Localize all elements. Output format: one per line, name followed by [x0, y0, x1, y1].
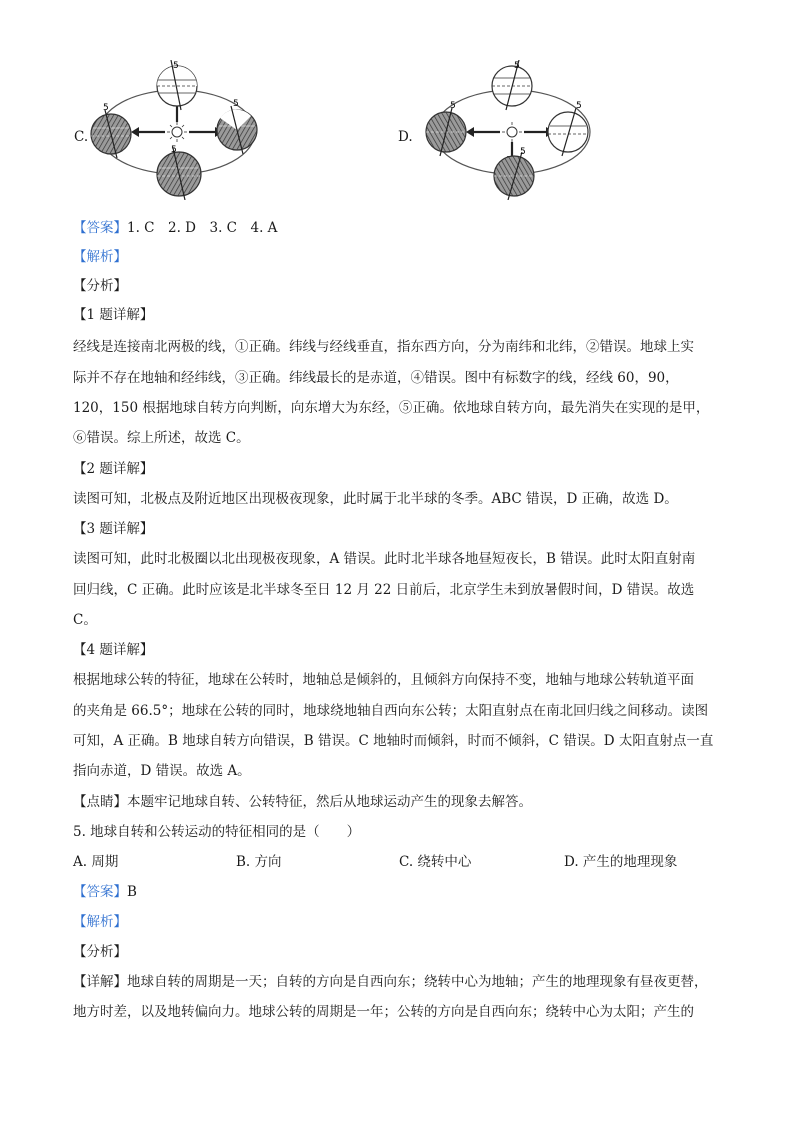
svg-text:5: 5 [576, 101, 582, 111]
q2-heading: 【2 题详解】 [73, 461, 154, 477]
q3-line: 回归线，C 正确。此时应该是北半球冬至日 12 月 22 日前后，北京学生未到放暑假时间，D 错误。故选 [73, 582, 695, 598]
q5-option-d: D. 产生的地理现象 [564, 854, 678, 870]
q5-option-a: A. 周期 [73, 854, 119, 870]
q4-line: 指向赤道，D 错误。故选 A。 [73, 763, 251, 779]
fenxi-tag: 【分析】 [73, 278, 127, 294]
orbit-diagram-c [85, 60, 265, 200]
svg-text:5: 5 [173, 61, 179, 71]
q1-heading: 【1 题详解】 [73, 307, 154, 323]
q5-detail-line: 【详解】地球自转的周期是一天；自转的方向是自西向东；绕转中心为地轴；产生的地理现象有昼夜更替， [73, 974, 708, 990]
globe-bottom [157, 148, 201, 200]
q1-line: 际并不存在地轴和经纬线，③正确。纬线最长的是赤道，④错误。图中有标数字的线，经线 60，90， [73, 370, 679, 386]
svg-text:5: 5 [450, 101, 456, 111]
svg-text:5: 5 [514, 61, 520, 71]
q5-fenxi-tag: 【分析】 [73, 944, 127, 960]
q5-analysis-tag: 【解析】 [73, 914, 127, 930]
q5-stem: 5. 地球自转和公转运动的特征相同的是（ ） [73, 824, 361, 840]
q4-heading: 【4 题详解】 [73, 642, 154, 658]
q5-answer-line [73, 882, 137, 902]
q1-line: 120，150 根据地球自转方向判断，向东增大为东经，⑤正确。依地球自转方向，最先消失在实现的是甲， [73, 400, 710, 416]
svg-text:5: 5 [103, 103, 109, 113]
svg-text:5: 5 [171, 145, 177, 155]
q4-line: 的夹角是 66.5°；地球在公转的同时，地球绕地轴自西向东公转；太阳直射点在南北回归线之间移动。读图 [73, 703, 709, 719]
q4-line: 可知，A 正确。B 地球自转方向错误，B 错误。C 地轴时而倾斜，时而不倾斜，C 错误。D 太阳直射点一直 [73, 733, 714, 749]
q1-line: 经线是连接南北两极的线，①正确。纬线与经线垂直，指东西方向，分为南纬和北纬，②错误。地球上实 [73, 339, 694, 355]
dianjing-line: 【点睛】本题牢记地球自转、公转特征，然后从地球运动产生的现象去解答。 [73, 794, 532, 810]
answer-text: 1. C 2. D 3. C 4. A [127, 220, 278, 236]
sun-icon [167, 122, 187, 142]
svg-text:5: 5 [520, 147, 526, 157]
globe-left [91, 110, 131, 158]
q5-option-c: C. 绕转中心 [399, 854, 472, 870]
q2-line: 读图可知，北极点及附近地区出现极夜现象，此时属于北半球的冬季。ABC 错误，D 正确，故选 D。 [73, 491, 678, 507]
sun-icon [502, 122, 522, 142]
orbit-diagram-d [420, 60, 600, 200]
q5-detail-line: 地方时差，以及地转偏向力。地球公转的周期是一年；公转的方向是自西向东；绕转中心为太阳；产生的 [73, 1004, 694, 1020]
globe-right [217, 106, 257, 154]
q5-answer-tag: 【答案】 [73, 884, 127, 900]
q3-line: C。 [73, 612, 97, 628]
option-c-label: C. [74, 129, 89, 145]
q4-line: 根据地球公转的特征，地球在公转时，地轴总是倾斜的，且倾斜方向保持不变，地轴与地球公转轨道平面 [73, 672, 694, 688]
answer-line [73, 218, 277, 238]
q3-heading: 【3 题详解】 [73, 521, 154, 537]
q5-option-b: B. 方向 [236, 854, 282, 870]
answer-tag: 【答案】 [73, 220, 127, 236]
globe-left [426, 108, 466, 156]
q5-answer-text: B [127, 884, 137, 900]
globe-top [492, 60, 532, 110]
q3-line: 读图可知，此时北极圈以北出现极夜现象，A 错误。此时北半球各地昼短夜长，B 错误。此时太阳直射南 [73, 551, 696, 567]
svg-text:5: 5 [233, 99, 239, 109]
q1-line: ⑥错误。综上所述，故选 C。 [73, 430, 250, 446]
globe-bottom [494, 152, 534, 200]
globe-right [548, 108, 588, 156]
analysis-tag: 【解析】 [73, 249, 127, 265]
option-d-label: D. [398, 129, 413, 145]
